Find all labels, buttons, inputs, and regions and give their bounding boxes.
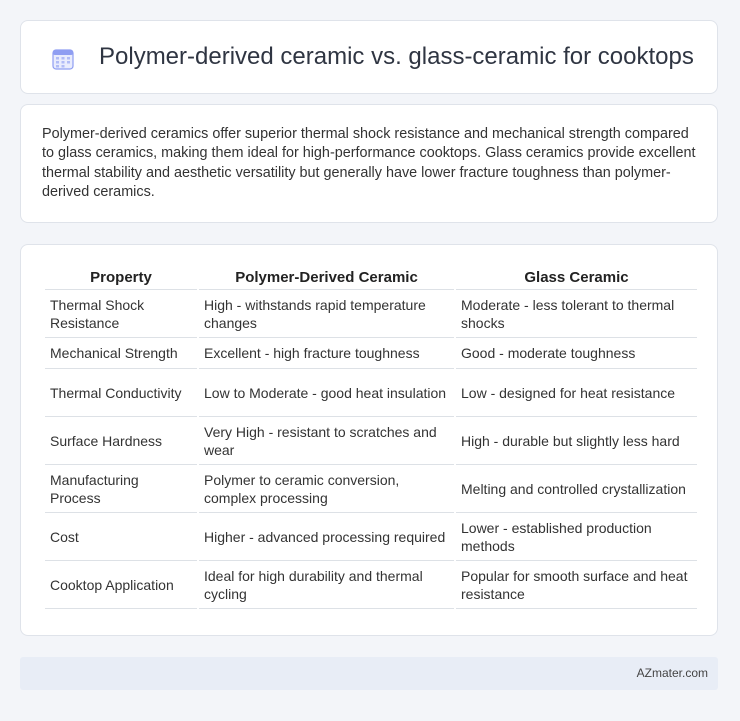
- table-cell-property: Manufacturing Process: [45, 465, 197, 513]
- column-header: Polymer-Derived Ceramic: [199, 267, 454, 290]
- table-cell-property: Thermal Conductivity: [45, 369, 197, 417]
- table-cell-polymer: Low to Moderate - good heat insulation: [199, 369, 454, 417]
- page-title: Polymer-derived ceramic vs. glass-ceramic for cooktops: [99, 43, 694, 70]
- table-row: [45, 369, 697, 417]
- table-cell-property: Thermal Shock Resistance: [45, 290, 197, 338]
- table-cell-glass: Good - moderate toughness: [456, 338, 697, 369]
- comparison-table: [43, 267, 699, 609]
- table-cell-property: Mechanical Strength: [45, 338, 197, 369]
- table-row: [45, 561, 697, 609]
- table-cell-glass: High - durable but slightly less hard: [456, 417, 697, 465]
- table-cell-glass: Low - designed for heat resistance: [456, 369, 697, 417]
- table-cell-glass: Moderate - less tolerant to thermal shocks: [456, 290, 697, 338]
- table-row: [45, 465, 697, 513]
- table-cell-glass: Melting and controlled crystallization: [456, 465, 697, 513]
- footer-bar: [20, 657, 718, 690]
- table-header-row: [45, 267, 697, 290]
- summary-card: [20, 104, 718, 223]
- table-row: [45, 417, 697, 465]
- table-row: [45, 513, 697, 561]
- table-cell-polymer: Polymer to ceramic conversion, complex processing: [199, 465, 454, 513]
- table-cell-polymer: High - withstands rapid temperature changes: [199, 290, 454, 338]
- calendar-icon: [51, 47, 75, 71]
- table-row: [45, 290, 697, 338]
- table-cell-polymer: Ideal for high durability and thermal cycling: [199, 561, 454, 609]
- source-credit: AZmater.com: [636, 666, 708, 680]
- table-cell-polymer: Excellent - high fracture toughness: [199, 338, 454, 369]
- summary-paragraph: Polymer-derived ceramics offer superior thermal shock resistance and mechanical strength compared to glass ceramics, making them ideal for high-performance cooktops. Glass ceramics provide excellent thermal stability and aesthetic versatility but generally have lower fracture toughness than polymer-derived ceramics.: [42, 126, 696, 200]
- table-cell-glass: Popular for smooth surface and heat resistance: [456, 561, 697, 609]
- table-cell-property: Surface Hardness: [45, 417, 197, 465]
- title-card: [20, 20, 718, 94]
- column-header: Property: [45, 267, 197, 290]
- table-cell-property: Cost: [45, 513, 197, 561]
- column-header: Glass Ceramic: [456, 267, 697, 290]
- table-row: [45, 338, 697, 369]
- table-cell-polymer: Very High - resistant to scratches and wear: [199, 417, 454, 465]
- comparison-table-card: [20, 244, 718, 636]
- table-cell-polymer: Higher - advanced processing required: [199, 513, 454, 561]
- table-cell-property: Cooktop Application: [45, 561, 197, 609]
- table-cell-glass: Lower - established production methods: [456, 513, 697, 561]
